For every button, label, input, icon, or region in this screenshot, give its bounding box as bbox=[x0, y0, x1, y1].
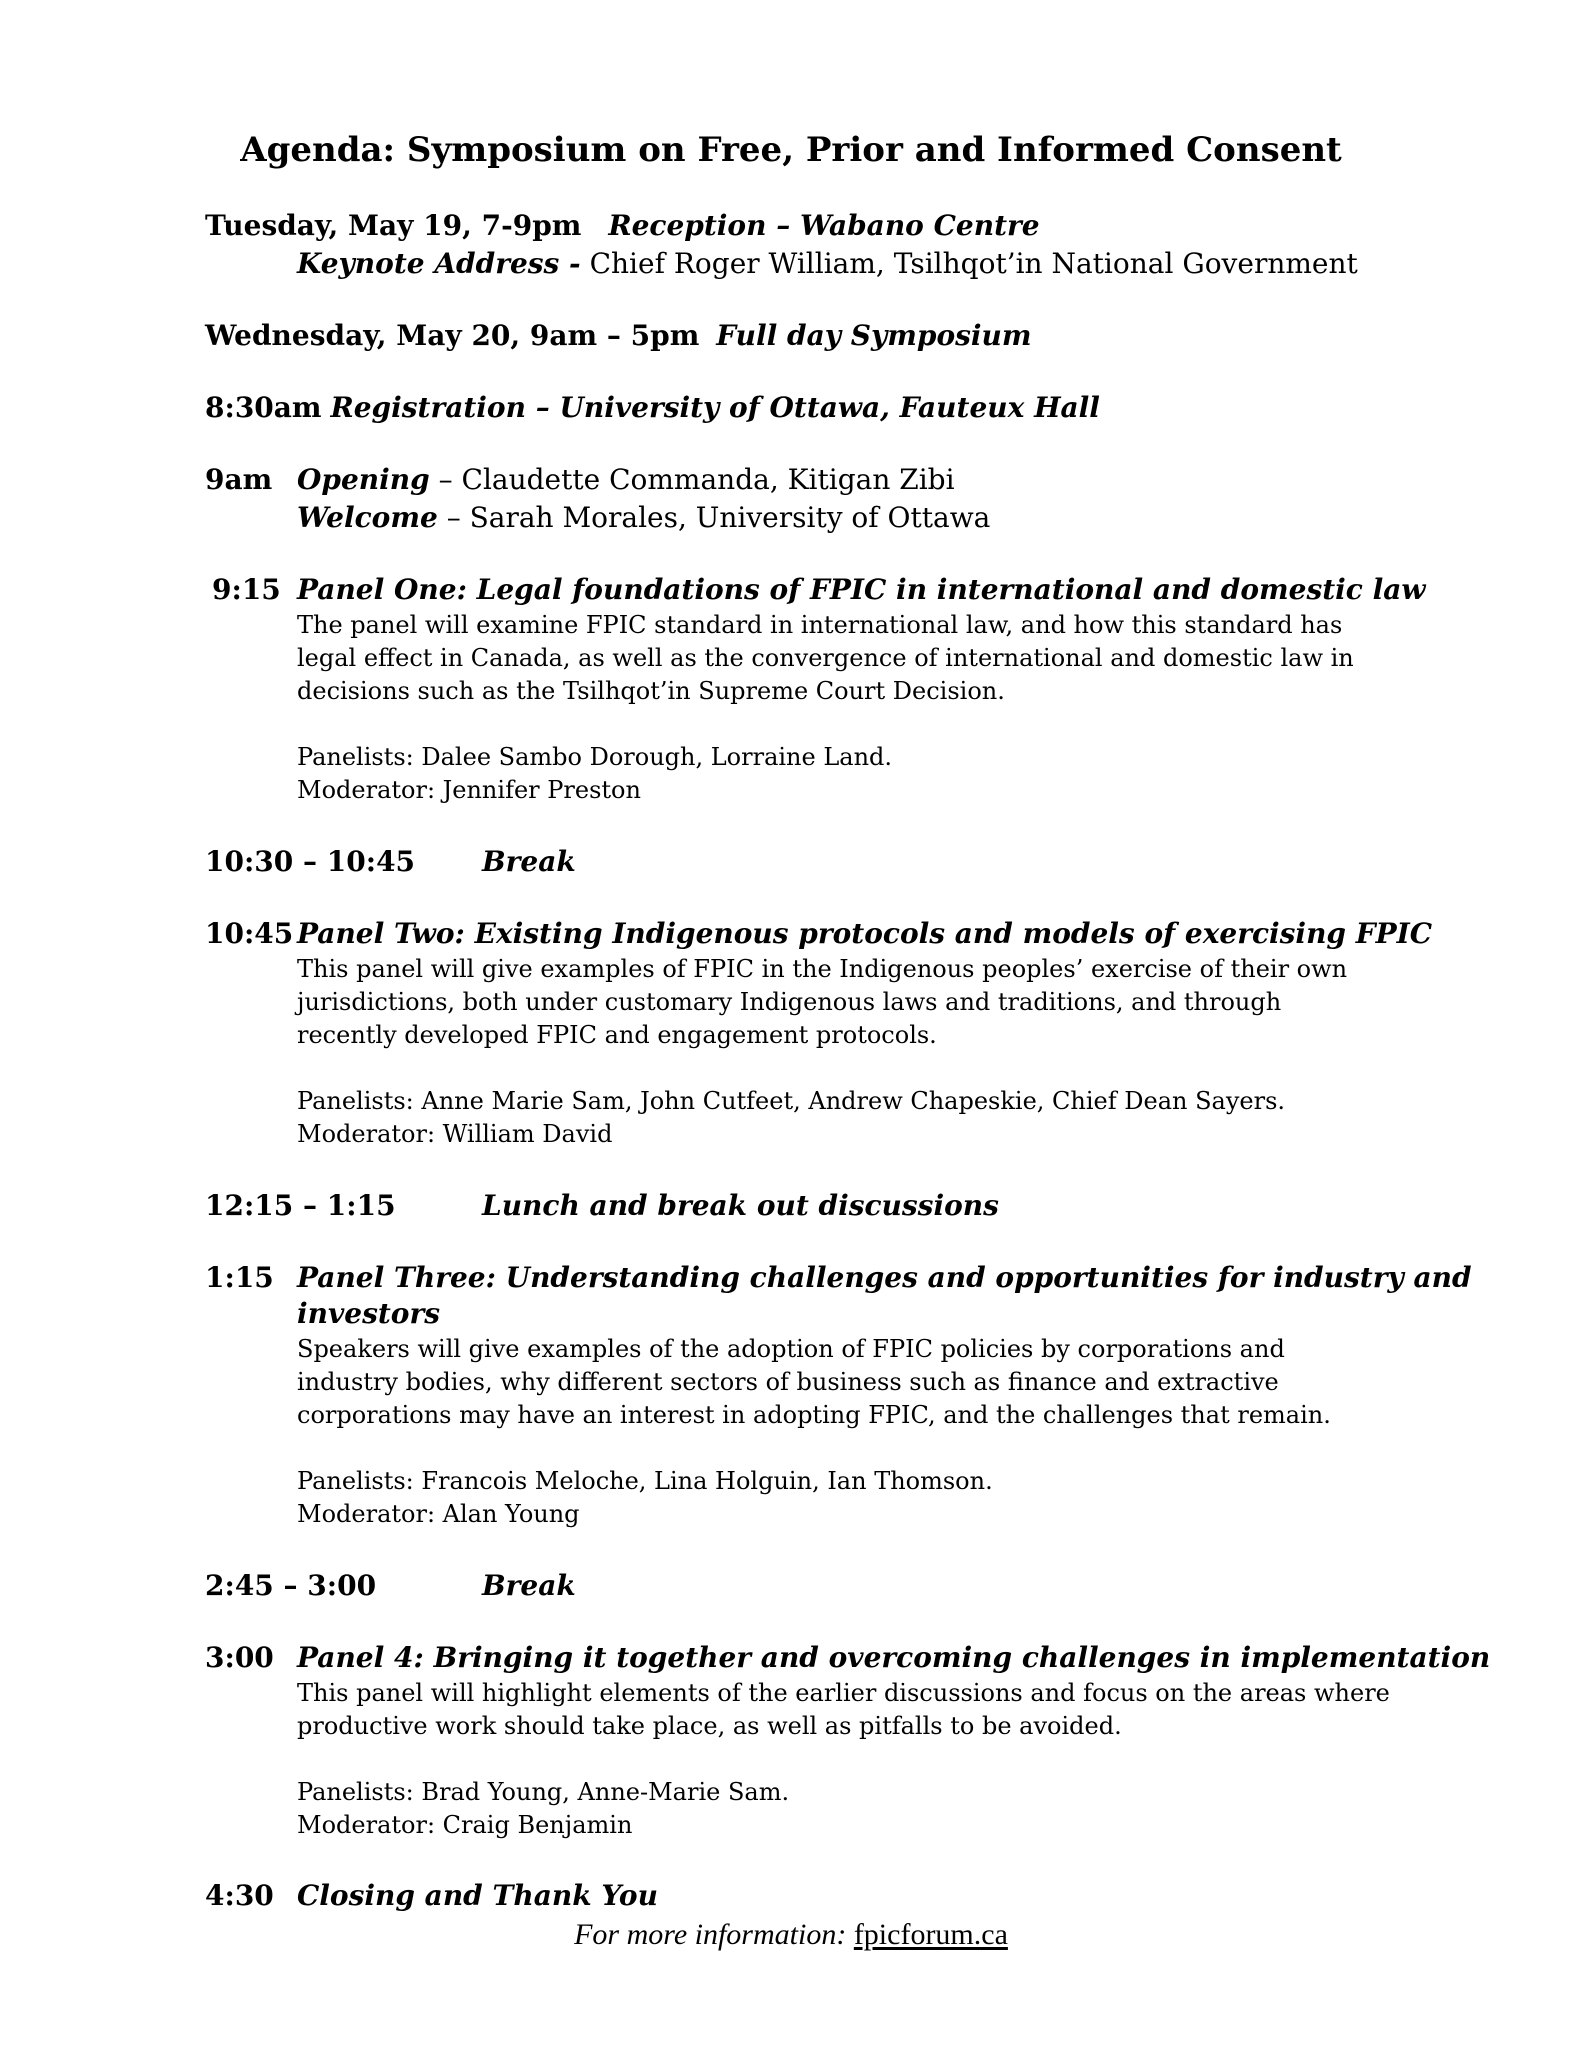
panel1-panelists: Panelists: Dalee Sambo Dorough, Lorraine Land. bbox=[297, 743, 893, 771]
footer-link[interactable]: fpicforum.ca bbox=[853, 1918, 1008, 1951]
opening-row bbox=[297, 462, 955, 498]
break2-time: 2:45 – 3:00 bbox=[205, 1569, 377, 1602]
registration-time: 8:30am bbox=[205, 391, 322, 424]
panel1-desc-line: decisions such as the Tsilhqot’in Supreme Court Decision. bbox=[297, 677, 1005, 705]
footer-text: For more information: bbox=[574, 1918, 847, 1951]
welcome-text: – Sarah Morales, University of Ottawa bbox=[446, 501, 991, 534]
panel2-people bbox=[297, 1085, 1285, 1151]
opening-label: Opening bbox=[297, 463, 430, 496]
panel1-desc-line: legal effect in Canada, as well as the convergence of international and domestic law in bbox=[297, 644, 1354, 672]
tuesday-when: Tuesday, May 19, 7-9pm bbox=[205, 209, 582, 242]
welcome-label: Welcome bbox=[297, 501, 438, 534]
panel1-desc-line: The panel will examine FPIC standard in international law, and how this standard has bbox=[297, 611, 1343, 639]
panel3-title bbox=[297, 1260, 1472, 1332]
panel4-panelists: Panelists: Brad Young, Anne-Marie Sam. bbox=[297, 1778, 790, 1806]
panel2-title: Panel Two: Existing Indigenous protocols and models of exercising FPIC bbox=[297, 917, 1433, 950]
panel1-people bbox=[297, 741, 892, 807]
opening-time: 9am bbox=[205, 463, 273, 496]
panel4-desc-line: This panel will highlight elements of the earlier discussions and focus on the areas where bbox=[297, 1679, 1390, 1707]
lunch-time: 12:15 – 1:15 bbox=[205, 1189, 396, 1222]
panel4-desc-line: productive work should take place, as well as pitfalls to be avoided. bbox=[297, 1712, 1122, 1740]
panel3-desc-line: Speakers will give examples of the adoption of FPIC policies by corporations and bbox=[297, 1335, 1285, 1363]
panel2-desc-line: This panel will give examples of FPIC in the Indigenous peoples’ exercise of their own bbox=[297, 955, 1348, 983]
footer bbox=[0, 1918, 1582, 1952]
panel2-time: 10:45 bbox=[205, 917, 294, 950]
opening-text: – Claudette Commanda, Kitigan Zibi bbox=[438, 463, 955, 496]
page-title: Agenda: Symposium on Free, Prior and Informed Consent bbox=[240, 130, 1342, 170]
lunch-label: Lunch and break out discussions bbox=[482, 1189, 999, 1222]
panel1-time: 9:15 bbox=[212, 573, 281, 606]
tuesday-row bbox=[205, 208, 1040, 244]
registration-row bbox=[205, 390, 1100, 426]
panel1-description bbox=[297, 609, 1354, 708]
closing-label: Closing and Thank You bbox=[297, 1879, 658, 1912]
panel3-panelists: Panelists: Francois Meloche, Lina Holguin, Ian Thomson. bbox=[297, 1467, 993, 1495]
break1-time: 10:30 – 10:45 bbox=[205, 845, 416, 878]
panel1-title: Panel One: Legal foundations of FPIC in international and domestic law bbox=[297, 573, 1426, 606]
panel3-title-line: Panel Three: Understanding challenges and opportunities for industry and bbox=[297, 1261, 1472, 1294]
panel3-desc-line: industry bodies, why different sectors of business such as finance and extractive bbox=[297, 1368, 1279, 1396]
panel1-moderator: Moderator: Jennifer Preston bbox=[297, 776, 641, 804]
panel4-moderator: Moderator: Craig Benjamin bbox=[297, 1811, 633, 1839]
break2-label: Break bbox=[482, 1569, 576, 1602]
panel2-desc-line: jurisdictions, both under customary Indigenous laws and traditions, and through bbox=[297, 988, 1282, 1016]
registration-event: Registration – University of Ottawa, Fauteux Hall bbox=[330, 391, 1100, 424]
panel4-description bbox=[297, 1677, 1390, 1743]
panel4-time: 3:00 bbox=[205, 1641, 274, 1674]
panel2-moderator: Moderator: William David bbox=[297, 1120, 613, 1148]
tuesday-event: Reception – Wabano Centre bbox=[608, 209, 1040, 242]
welcome-row bbox=[297, 500, 990, 536]
panel2-desc-line: recently developed FPIC and engagement protocols. bbox=[297, 1021, 937, 1049]
wednesday-event: Full day Symposium bbox=[716, 319, 1032, 352]
panel3-title-line: investors bbox=[297, 1297, 440, 1330]
keynote-text: Chief Roger William, Tsilhqot’in National Government bbox=[589, 247, 1358, 280]
wednesday-row bbox=[205, 318, 1032, 354]
panel4-people bbox=[297, 1776, 789, 1842]
panel3-moderator: Moderator: Alan Young bbox=[297, 1500, 580, 1528]
keynote-label: Keynote Address - bbox=[297, 247, 581, 280]
closing-time: 4:30 bbox=[205, 1879, 274, 1912]
wednesday-when: Wednesday, May 20, 9am – 5pm bbox=[205, 319, 700, 352]
panel2-panelists: Panelists: Anne Marie Sam, John Cutfeet, Andrew Chapeskie, Chief Dean Sayers. bbox=[297, 1087, 1286, 1115]
panel4-title: Panel 4: Bringing it together and overcoming challenges in implementation bbox=[297, 1641, 1491, 1674]
keynote-row bbox=[297, 246, 1358, 282]
break1-label: Break bbox=[482, 845, 576, 878]
panel3-description bbox=[297, 1333, 1331, 1432]
panel3-time: 1:15 bbox=[205, 1261, 274, 1294]
panel2-description bbox=[297, 953, 1347, 1052]
panel3-people bbox=[297, 1465, 993, 1531]
panel3-desc-line: corporations may have an interest in adopting FPIC, and the challenges that remain. bbox=[297, 1401, 1331, 1429]
